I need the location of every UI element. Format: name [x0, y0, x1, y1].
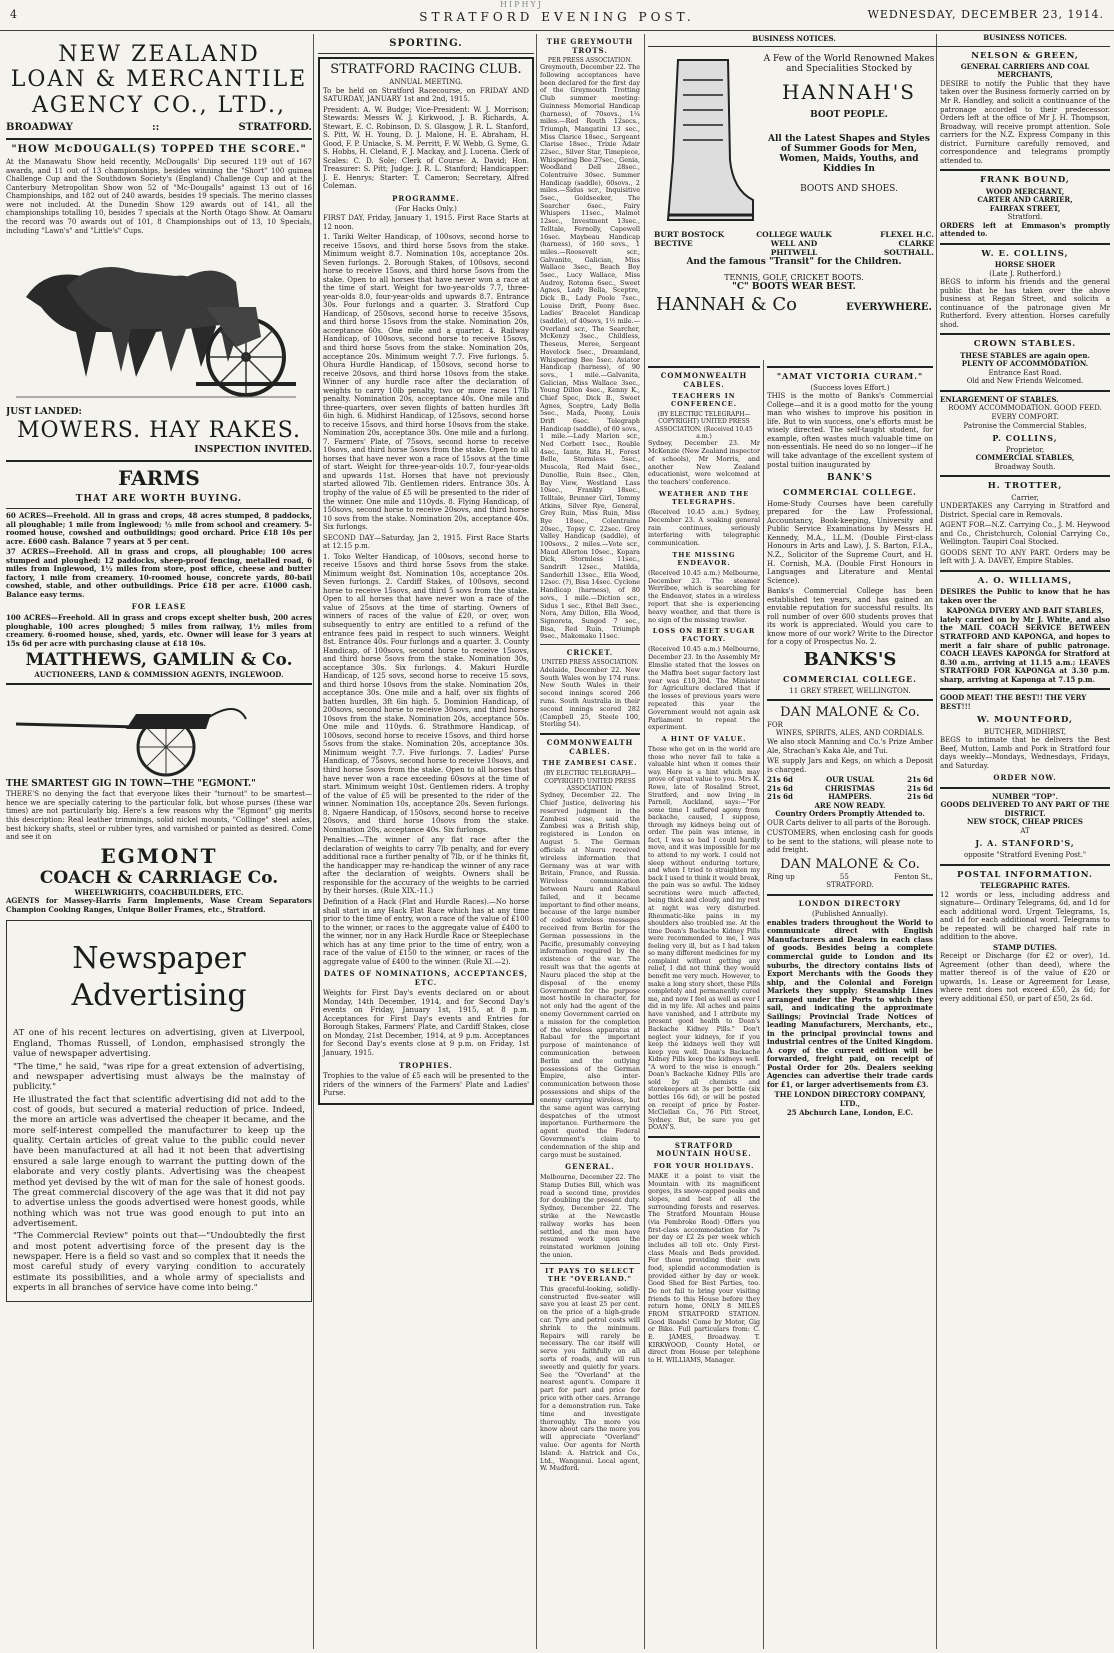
stratford-label: STRATFORD. — [826, 881, 874, 890]
programme-heading: PROGRAMME. — [392, 193, 460, 203]
kaponga-body: lately carried on by Mr J. White, and also the MAIL COACH SERVICE BETWEEN STRATFORD AND KAPONGA, and hopes to merit a fair share of public patronage. COACH LEAVES KAPONGA for Stratford at 8.30 a.m., arriving at 11.15 a.m.; LEAVES STRATFORD FOR KAPONGA at 3.30 p.m. sharp, arriving at Kaponga at 7.15 p.m. — [940, 614, 1110, 684]
kaponga-stables: KAPONGA DIVERY AND BAIT STABLES, — [946, 606, 1104, 616]
nz-title-line-2: LOAN & MERCANTILE — [10, 67, 308, 93]
proprietor: Proprietor, — [1005, 445, 1045, 454]
src-officials: President: A. W. Budge; Vice-President: W. J. Morrison; Stewards: Messrs W. J. Kirkwood, J. B. Richards, A. Stewart, E. C. Robinson, D. S. Glasgow, J. R. L. Stanford, S. Pitt, W. H. Young, D. J. Malone, H. E. Abraham, H. Good, F. P. Uniacke, S. M. Perritt, F. W. Webb, G. Syme, G. S. Hobbs, H. Cleland, F. J. Mackay, and J. Lucena. Clerk of Scales: C. D. Sole; Clerk of Course: A. David; Hon. Treasurer: S. Pitt; Judge: J. R. L. Stanford; Handicapper: J. E. Henrys; Starter: T. Cameron; Secretary, Alfred Coleman. — [323, 105, 529, 191]
zambesi-body: Sydney, December 22. The Chief Justice, delivering his reserved judgment in the Zambesi case, said the Zambesi was a British ship, registered in London on August 5. The German officials at Nauru received wireless information that Germany was at war with Britain, France, and Russia. Wireless communication between Nauru and Rabaul failed, and it became important to find other means, because of the large number of coded wireless messages received from Berlin for the German possessions in the Pacific, presumably conveying information required by the existence of the war. The result was that the agents at Nauru placed the ship at the disposal of the enemy Government for the purpose most hostile in character, for not only had the agent of the enemy Government carried on a mission for the completion of the wireless apparatus at Rabaul for the important purpose of maintenance of communication between Berlin and the outlying possessions of the German Empire, also inter-communication between those possessions and ships of the enemy carrying wireless, but the same agent was carrying despatches of the utmost importance. Furthermore the agent quoted the Federal Government's claim to condemnation of the ship and cargo must be sustained. — [540, 791, 640, 1159]
banks-address: 11 GREY STREET, WELLINGTON. — [789, 686, 911, 695]
jars-line: WE supply Jars and Kegs, on which a Deposit is charged. — [767, 757, 933, 774]
src-intro: To be held on Stratford Racecourse, on FRIDAY AND SATURDAY, JANUARY 1st and 2nd, 1915. — [323, 86, 529, 104]
column-3 — [540, 34, 640, 1649]
column-rule — [763, 360, 764, 1649]
divider — [940, 243, 1110, 245]
matthews-gamlin-title: MATTHEWS, GAMLIN & Co. — [25, 650, 293, 671]
egmont-coach-title: COACH & CARRIAGE Co. — [39, 867, 279, 888]
divider — [940, 864, 1110, 866]
src-subheading: ANNUAL MEETING. — [389, 78, 463, 87]
fairfax-street: FAIRFAX STREET, — [989, 203, 1061, 213]
column-4b — [767, 362, 933, 1649]
first-day-races: 1. Tariki Welter Handicap, of 100sovs, second horse to receive 15sovs, and third horse 5sovs from the stake. Minimum weight 8.7. Nomination 10s, acceptance 20s. Seven furlongs. 2. Borough Stakes, of 100sovs, second horse to receive 15sovs, and third horse 5sovs from the stake. Open to all horses that have never won a race at the time of start. Weight for two-year-olds 7.7, three-year-olds 8.0, four-year-olds and upwards 8.7. Entrance 30s. Four furlongs and a quarter. 3. Stratford Cup Handicap, of 250sovs, second horse to receive 35sovs, and third horse 15sovs from the stake. Nomination 20s, acceptance 60s. One mile and a quarter. 4. Railway Handicap, of 100sovs, second horse to receive 15sovs, and third horse 5sovs from the stake. Nomination 20s, acceptance 20s. Minimum weight 7.7. Five furlongs. 5. Ohura Hurdle Handicap, of 150sovs, second horse to receive 20sovs, and third horse 10sovs from the stake. Winner of any hurdle race after the declaration of weights to carry 10lb penalty, two or more races 17lb penalty. Nomination 20s, acceptance 40s. One mile and three-quarters, over seven flights of batten hurdles 3ft 6in high. 6. Midhirst Handicap, of 125sovs, second horse to receive 15sovs, and third horse 10sovs from the stake. Nomination 20s, acceptance 30s. One mile and a furlong. 7. Farmers' Plate, of 75sovs, second horse to receive 10sovs, and third horse 5sovs from the stake. Open to all horses that have never won a race of 15sovs at the time of start. Weight for three-year-olds 10.7, four-year-olds and upwards 11st. Horses that have not previously started allowed 7lb. Gentlemen riders. Entrance 30s. A trophy of the value of £5 will be presented to the rider of the winner. One mile and 110yds. 8. Flying Handicap, of 150sovs, second horse to receive 20sovs, and third horse 10 sovs from the stake. Nomination 20s, acceptance 40s. Six furlongs. — [323, 233, 529, 532]
new-stock: NEW STOCK, CHEAP PRICES — [967, 817, 1083, 827]
order-now: ORDER NOW. — [993, 773, 1057, 783]
egmont-subtitle: WHEELWRIGHTS, COACHBUILDERS, ETC. — [74, 887, 244, 897]
horse-mower-illustration — [6, 237, 306, 407]
hint-body: Those who get on in the world are those who never fail to take a valuable hint when it comes their way. Here is a hint which may prove of great value to you. Mrs K. Rowe, late of Rosalind Street, Stratford, and now living in Parnell, Auckland, says:—"For some time I suffered agony from backache, caused, I suppose, through my kidneys being out of order. The pain was intense, in fact, I was so bad I could hardly move, and it was impossible for me to attend to my work. I could not sleep without enduring torture, and when I tried to straighten my back I used to think it would break, the pain was so awful. The kidney secretions were much affected, being thick and cloudy, and my rest at night was very disturbed. Rheumatic-like pains in my shoulders also troubled me. At the time Doan's Backache Kidney Pills were recommended to me, I was feeling very ill, but as I had taken so many different medicines for my complaint without getting any relief, I did not think they would benefit me very much. However, to make a long story short, these Pills completely and permanently cured me, and now I feel as well as ever I did in my life. All aches and pains have vanished, and I attribute my present good health to Doan's Backache Kidney Pills." Don't neglect your kidneys, for if you keep the kidneys well they will keep you well. Doan's Backache Kidney Pills keep the kidneys well. "A word to the wise is enough." Doan's Backache Kidney Pills are sold by all chemists and storekeepers at 3s per bottle (six bottles 16s 6d), or will be posted on receipt of price by Foster-McClellan Co., 76 Pitt Street, Sydney. But, be sure you get DOAN'S. — [648, 746, 760, 1132]
adv-paragraph-4: "The Commercial Review" points out that—"Undoubtedly the first and most potent advertising force of the present day is the newspaper. Here is a field so vast and so complex that it needs the most careful study of every varying condition to accurately estimate its possibilities, and a whole army of specialists and experts in all branches of service have come into being." — [13, 1231, 305, 1294]
farms-title: FARMS — [118, 465, 200, 490]
divider — [648, 366, 760, 368]
transit-line: And the famous "Transit" for the Children. — [686, 257, 902, 267]
london-directory-heading: LONDON DIRECTORY — [798, 898, 902, 908]
src-heading: STRATFORD RACING CLUB. — [330, 62, 522, 78]
stanfords: J. A. STANFORD'S, — [975, 838, 1075, 849]
mountain-house-body: MAKE it a point to visit the Mountain with its magnificent gorges, its snow-capped peaks and slopes, and best of all the surrounding forests and reserves. The Stratford Mountain House (via Pembroke Road) Offers you first-class accommodation for 7s per day or £2 2s per week which includes all toll etc. Only First-class Meals and Beds provided. For those providing their own food, splendid accommodation is provided either by day or week. Good Shed for Best Parties, too. Do not fail to bring your visiting friends to this House before they return home, ONLY 8 MILES FROM STRATFORD STATION. Good Roads! Come by Motor, Gig or Bike. Full particulars from: C. E. JAMES, Broadway. T. KIRKWOOD, County Hotel, or direct from House per telephone to H. WILLIAMS, Manager. — [648, 1172, 760, 1364]
egmont-agents: AGENTS for Massey-Harris Farm Implements, Wase Cream Separators Champion Cooking Ranges, Unique Boiler Frames, etc., Stratford. — [6, 896, 312, 914]
beet-body: (Received 10.45 a.m.) Melbourne, December 23. In the Assembly Mr Elmslie stated that the losses on the Maffra beet sugar factory last year was £10,304. The Minister for Agriculture declared that if the losses of previous years were repeated this year the Government would not again ask Parliament to repeat the experiment. — [648, 645, 760, 732]
hannahs-boots: BOOTS AND SHOES. — [800, 184, 898, 194]
divider — [540, 733, 640, 735]
sporting-heading: SPORTING. — [389, 38, 463, 49]
farms-subtitle: THAT ARE WORTH BUYING. — [75, 494, 243, 505]
goods-sent: GOODS SENT TO ANY PART. Orders may be left with J. A. DAVEY, Empire Stables. — [940, 548, 1110, 566]
trotter-agent: AGENT FOR—N.Z. Carrying Co., J. M. Heywood and Co., Christchurch, Colonial Carrying Co., Wellington. Taupiri Coal Stocked. — [940, 521, 1110, 547]
country-orders: Country Orders Promptly Attended to. — [775, 809, 925, 819]
commercial-stables: COMMERCIAL STABLES, — [975, 453, 1075, 463]
stamp-body: Receipt or Discharge (for £2 or over), 1d. Agreement (other than deed), where the matter thereof is of the value of £20 or upwards, 1s. Lease or Agreement for Lease, where rent does not exceed £50, 2s 6d; for every additional £50, or part of £50, 2s 6d. — [940, 952, 1110, 1003]
cricket-body: Adelaide, December 22. New South Wales won by 174 runs. New South Wales in their second innings scored 266 runs. South Australia in their second innings scored 282 (Campbell 25, Steele 100, Sterling 54). — [540, 665, 640, 729]
press-association: PER PRESS ASSOCIATION. — [547, 57, 633, 65]
newspaper-advertising-box — [6, 920, 312, 1302]
boot-illustration — [648, 50, 758, 230]
farm-listing-3: 100 ACRES—Freehold. All in grass and crops except shelter bush, 200 acres ploughable, 100 acres ploughed; 5 miles from railway, 1½ miles from creamery. 6-roomed house, shed, yards, etc. Owner will lease for 3 years at 15s 6d per acre with purchasing clause at £18 10s. — [6, 613, 312, 648]
inspection-invited: INSPECTION INVITED. — [194, 444, 312, 455]
telegraphic-body: 12 words or less, including address and signature— Ordinary Telegrams, 6d, and 1d for each additional word. Urgent Telegrams, 1s, and 1d for each additional word. Telegrams to be repeated will be charged half rate in addition to the above. — [940, 890, 1110, 942]
nz-address-right: STRATFORD. — [238, 121, 312, 133]
penalties: Penalties.—The winner of any flat race after the declaration of weights to carry 7lb penalty, and for every additional race a further penalty of 7lb, or if he thinks fit, the handicapper may re-handicap the winner of any race after the declaration of weights. Owners shall be responsible for the accuracy of the weights to be carried by their horses. (Rule XIX.-11.) — [323, 836, 529, 896]
column-rule — [536, 34, 537, 1649]
zambesi-source: (BY ELECTRIC TELEGRAPH—COPYRIGHT) UNITED PRESS ASSOCIATION. — [543, 770, 637, 792]
ring-row — [767, 873, 933, 882]
dan-malone-title-2: DAN MALONE & Co. — [780, 856, 920, 872]
trophies-heading: TROPHIES. — [399, 1060, 453, 1070]
hampers-label: OUR USUAL CHRISTMAS HAMPERS. — [825, 775, 875, 802]
cricket-heading: CRICKET. — [566, 647, 614, 657]
number-top: NUMBER "TOP". — [991, 791, 1059, 801]
hannahs-text — [758, 50, 940, 230]
collins-name: W. E. COLLINS, — [981, 248, 1069, 259]
divider — [767, 366, 933, 368]
a-williams-body: DESIRES the Public to know that he has taken over the — [940, 587, 1110, 605]
divider — [648, 1136, 760, 1138]
adv-paragraph-3: He illustrated the fact that scientific advertising did not add to the cost of goods, but secured a material reduction of price. Indeed, the more an article was advertised the cheaper it became, and the more self-interest compelled the manufacturer to keep up the quality. Certain articles of great value to the public could never have been manufactured at all had it not been that advertising ensured a sale large enough to warrant the putting down of the elaborate and very costly plants. Advertising was the cheapest method yet devised by the wit of man for the sale of honest goods. The great commercial discovery of the age was that it did not pay to advertise unless the goods advertised were honest goods, while nothing which was not true was good enough to put into an advertisement. — [13, 1094, 305, 1229]
collins-body: BEGS to inform his friends and the general public that he has taken over the above business at Regan Street, and solicits a continuance of the patronage given Mr Rutherford. Every attention. Horses carefully shod. — [940, 278, 1110, 329]
c-boots-line: "C" BOOTS WEAR BEST. — [732, 282, 856, 292]
telegraphic-rates: TELEGRAPHIC RATES. — [980, 881, 1070, 891]
cables-heading: COMMONWEALTH CABLES. — [660, 371, 748, 389]
divider — [767, 699, 933, 701]
brands-a: BURT BOSTOCK BECTIVE — [654, 230, 725, 248]
hannahs-top — [648, 50, 940, 230]
hacks-only: (For Hacks Only.) — [395, 205, 457, 214]
for-label: FOR — [767, 720, 783, 729]
business-notices-heading-right: BUSINESS NOTICES. — [983, 34, 1067, 42]
fairfax-town: Stratford. — [1007, 213, 1043, 222]
brands-row — [648, 230, 940, 257]
ready-line: ARE NOW READY. — [814, 800, 886, 810]
teachers-source: (BY ELECTRIC TELEGRAPH—COPYRIGHT) UNITED PRESS ASSOCIATION. (Received 10.45 a.m.) — [655, 410, 753, 440]
amat-heading: "AMAT VICTORIA CURAM." — [776, 371, 924, 381]
at-label: AT — [1020, 826, 1030, 835]
hack-definition: Definition of a Hack (Flat and Hurdle Races).—No horse shall start in any Hack Flat Race which has at any time prior to the time of entry, won a race of the value of £100 to the winner, or races to the aggregate value of £400 to the winner, nor in any Hack Hurdle Race or Steeplechase which has at any time prior to the time of entry, won a race of the value of £150 to the winner, or races of the aggregate value of £400 to the winner. (Rule XI.—2). — [323, 897, 529, 966]
mcdougall-body: At the Manawatu Show held recently, McDougalls' Dip secured 119 out of 167 awards, and 11 out of 13 championships, besides winning the "Short" 100 guinea Challenge Cup and the Southdown Society's (England) Challenge Cup and at the Canterbury Metropolitan Show won 52 of "Mc-Dougalls" against 13 out of 16 Championships, and 182 out of 240 awards, besides 19 specials. The merino classes were not included. At the Dunedin Show 129 awards out of 141, all the championships totalling 10, besides 7 specials at the North Otago Show. At Oamaru the record was 70 awards out of 101, 8 Championships out of 13, 10 Specials, including "Lawn's" and "Little's" Cups. — [6, 158, 312, 235]
newspaper-title: STRATFORD EVENING POST. — [419, 10, 695, 24]
divider — [6, 138, 312, 140]
divider — [6, 508, 312, 509]
stock-line: We also stock Manning and Co.'s Prize Amber Ale, Strachan's Kaka Ale, and Tui. — [767, 737, 933, 755]
wood-merchant: WOOD MERCHANT, — [985, 186, 1065, 196]
trotter-name: H. TROTTER, — [987, 481, 1063, 492]
hampers-prices-left: 21s 6d 21s 6d 21s 6d — [767, 775, 793, 802]
teachers-body: Sydney, December 23. Mr McKenzie (New Zealand inspector of schools), Mr Morris, and another New Zealand educationist, were welcomed at the teachers' conference. — [648, 439, 760, 487]
london-directory-address: 25 Abchurch Lane, London, E.C. — [786, 1107, 914, 1117]
farm-listing-2: 37 ACRES—Freehold. All in grass and crops, all ploughable; 100 acres stumped and ploughed; 12 paddocks, sheep-proof fencing, metalled road, 6 miles from Inglewood, 1½ miles from store, post office, cheese and butter factory, 1 mile from creamery. 10-roomed house, concrete yards, 80-bail cowshed, stable, and other outbuildings. Price £18 per acre. £1000 cash. Balance easy terms. — [6, 547, 312, 599]
nz-address-mid: :: — [151, 121, 160, 133]
trotter-carrier: Carrier, — [1011, 493, 1039, 502]
divider — [940, 46, 1110, 47]
divider — [540, 1263, 640, 1264]
missing-heading: THE MISSING ENDEAVOR. — [672, 550, 736, 567]
stratford-racing-club-ad — [318, 57, 534, 1104]
zambesi-heading: THE ZAMBESI CASE. — [542, 759, 638, 768]
good-meat: GOOD MEAT! THE BEST!! THE VERY BEST!!! — [940, 693, 1087, 711]
egmont-body: THERE'S no denying the fact that everyone likes their "turnout" to be smartest—hence we are specially catering to the particular folk, but whose purses (these war times) are not particularly big. Here's a few reasons why the "Egmont" gig merits this description: Real leather trimmings, solid nickel mounts, "Collinge" steel axles, best hickory shafts, steel or rubber tyres, and varnished or painted as desired. Come and see it on — [6, 790, 312, 842]
greymouth-body: Greymouth, December 22. The following acceptances have been declared for the first day of the Greymouth Trotting Club summer meeting: Guinness Memorial Handicap (harness), of 70sovs., 1¼ miles.—Red Routh 12secs., Triumph, Mangatini 13 sec., Miss Clarice 18sec., Sergeant Clarise 18sec., Trixie Adair 22sec., Silver Star, Timepiece, Whispering Bee 27sec., Genia, Woodland Dell 28sec., Colentraive 30sec. Summer Handicap (saddle), 60sovs., 2 miles.—Sidus scr., Inquisitive 5sec., Goldseeker, The Searcher 6sec., Fairy Whispers 11sec., Malmot 12sec., Investment 13sec., Telltale, Fernolly, Capewell 16sec. Maybeau Handicap (harness), of 160 sovs., 1 miles.—Roosevelt scr., Galvanite, Galician, Miss Wallace 3sec., Beach Boy 5sec., Lucy Wallace, Miss Audrey, Rotoma 6sec., Sweet Agnes, Lady Bella, Sceptre, Dick B., Lady Poole 7sec., Louise Drift, Peony 8sec. Ladies' Bracelet Handicap (saddle), of 40sovs, 1½ mile.—Overland scr., The Searcher, McKenzy 3sec., Childless, Theseus, Meree, Sergeant Havelock 5sec., Dreamland, Whispering Bee 5sec. Aviator Handicap (harness), of 90 sovs., 1 mile.—Galvanita, Galician, Miss Wallace 3sec., Young Dillon 4sec., Kenny K., Chief Spec, Dick B., Sweet Agnes, Sceptre, Lady Bella 5sec., Mada, Peony, Louis Drift 6sec. Telegraph Handicap (saddle), of 60 sovs., 1 mile.—Lady Marion scr., Ned Corbett 1sec., Rouble 4sec., Iante, Rita H., Forest Belle, Stormless 5sec., Muscola, Red Maid 6sec., Dunollie, Ruin 8sec., Glen, Bay View, Westland Lass 10sec., Frankly 18sec., Telltale, Brunner Girl, Tommy Atkins, Silver Rye, General, Grey Ruin, Miss Ruin, Miss Rye 18sec., Colentraine 20sec., Topsy C. 22sec. Grey Valley Handicap (saddle), of 100sovs., 2 miles.—Vote scr., Maud Allerton 10sec., Kopara Dick, Stormless 11sec., Sandrift 12sec., Matilda, Sanderhill 13sec., Ella Wood, 12sec. (?), Bisa 14sec. Cyclone Handicap (harness), of 80 sovs., 1 mile.—Diction scr., Sidus 1 sec., Ethel Bell 3sec., Nora, Amy Dillon, Ella Wood, Signoreta, Sungod 7 sec., Bisa, Red Ruin, Triumph 9sec., Makomako 11sec. — [540, 63, 640, 641]
horse-shoer: HORSE SHOER — [994, 260, 1056, 270]
second-day-races: 1. Toko Welter Handicap, of 100sovs, second horse to receive 15sovs and third horse 5sovs from the stake. Minimum weight 8st. Nomination 10s, acceptance 20s. Seven furlongs. 2. Cardiff Stakes, of 100sovs, second horse to receive 15sovs, and third 5 sovs from the stake. Open to all horses that have never won a race of the value of 25sovs at the time of starting. Owners of winners of races of the value of £20, or over, won subsequently to entry are entitled to a refund of the entrance fees paid in respect to such winners. Weight 8st. Entrance 40s. Four furlongs and a quarter. 3. County Handicap, of 100sovs, second horse to receive 15sovs, and third horse 5sovs from the stake. Nomination 30s, acceptance 30s. Six furlongs. 4. Makuri Hurdle Handicap, of 125 sovs, second horse to receive 15 sovs, and third horse 10sovs from the stake. Nomination 20s, acceptance 30s. One mile and a half, over six flights of batten hurdles, 3ft 6in high. 5. Dominion Handicap, of 200sovs, second horse to receive 30sovs, and third horse 10sovs from the stake. Nomination 20s, acceptance 50s. One mile and 110yds. 6. Strathmore Handicap, of 100sovs, second horse to receive 15sovs, and third horse 5sovs from the stake. Nomination 20s, acceptance 30s. Minimum weight 7.7. Five furlongs. 7. Ladies' Purse Handicap, of 75sovs, second horse to receive 10sovs, and third horse 5sovs from the stake. Open to all horses that have never won a race exceeding 60sovs at the time of start. Minimum weight 10st. Gentlemen riders. A trophy of the value of £5 will be presented to the rider of the winner. Nomination 10s, acceptance 20s. Seven furlongs. 8. Ngaere Handicap, of 150sovs, second horse to receive 20sovs, and third horse 10sovs from the stake. Nomination 20s, acceptance 40s. Six furlongs. — [323, 552, 529, 834]
london-directory-body: enables traders throughout the World to communicate direct with English Manufacturers and Dealers in each class of goods. Besides being a complete commercial guide to London and its suburbs, the directory contains lists of Export Merchants with the Goods they ship, and the Colonial and Foreign Markets they supply; Steamship Lines arranged under the Ports to which they sail, and indicating the approximate Sailings; Provincial Trade Notices of leading Manufacturers, Merchants, etc., in the principal provincial towns and industrial centres of the United Kingdom. A copy of the current edition will be forwarded, freight paid, on receipt of Postal Order for 20s. Dealers seeking Agencies can advertise their trade cards for £1, or larger advertisements from £3. — [767, 917, 933, 1089]
london-directory-company: THE LONDON DIRECTORY COMPANY, LTD., — [774, 1090, 926, 1109]
missing-body: (Received 10.45 a.m.) Melbourne, December 23. The steamer Werribee, which is searching for the Endeavor, states in a wireless report that she is experiencing heavy weather, and that there is no sign of the missing trawler. — [648, 568, 760, 624]
column-2 — [318, 34, 534, 1649]
wines-label: WINES, SPIRITS, ALES, AND CORDIALS. — [775, 729, 925, 738]
issue-date: WEDNESDAY, DECEMBER 23, 1914. — [867, 8, 1104, 21]
trotter-body: UNDERTAKES any Carrying in Stratford and District. Special care in Removals. — [940, 502, 1110, 519]
divider — [540, 644, 640, 645]
mowers-heading: MOWERS. HAY RAKES. — [17, 418, 301, 444]
weather-body: (Received 10.45 a.m.) Sydney, December 23. A soaking general rain continues, seriously interfering with telegraphic communication. — [648, 507, 760, 548]
enlargement-heading: ENLARGEMENT OF STABLES. — [940, 394, 1059, 404]
ring-number: 55 — [839, 872, 849, 881]
hannahs-name: HANNAH'S — [782, 80, 916, 104]
hannahs-styles: All the Latest Shapes and Styles of Summer Goods for Men, Women, Maids, Youths, and Kiddies In — [768, 134, 930, 174]
adv-paragraph-2: "The time," he said, "was ripe for a great extension of advertising, and newspaper advertising must always be the mainstay of publicity." — [13, 1061, 305, 1093]
old-new-friends: Old and New Friends Welcomed. — [966, 377, 1084, 386]
united-press: UNITED PRESS ASSOCIATION. — [541, 659, 639, 667]
opposite-line: opposite "Stratford Evening Post." — [963, 851, 1087, 860]
overland-body: This graceful-looking, solidly-constructed five-seater will save you at least 25 per cent. on the price of a high-grade car. Tyre and petrol costs will shrink to the minimum. Repairs will rarely be necessary. The car itself will serve you faithfully on all sorts of roads, and will run sweetly and quietly for years. See the "Overland" at the nearest agent's. Compare it part for part and price for price with other cars. Arrange for a demonstration run. Take time and investigate thoroughly. The more you know about cars the more you will appreciate "Overland" value. Our agents for North Island: A. Hatrick and Co., Ltd., Wanganui. Local agent, W. Mudford. — [540, 1284, 640, 1473]
frank-bound: FRANK BOUND, — [980, 175, 1070, 186]
fenton-street: Fenton St., — [894, 872, 933, 881]
egmont-title: EGMONT — [100, 843, 218, 868]
customers-line: CUSTOMERS, when enclosing cash for goods to be sent to the stations, will please note to add freight. — [767, 829, 933, 855]
divider — [940, 787, 1110, 789]
faint-header-mark: HIPHYJ — [500, 0, 543, 9]
brands-b: COLLEGE WAULK WELL AND PHITWELL — [756, 230, 832, 257]
brands-c: FLEXEL H.C. CLARKE SOUTHALL. — [880, 230, 934, 257]
column-rule — [644, 34, 645, 1649]
hannah-co: HANNAH & Co — [656, 294, 797, 315]
business-notices-heading: BUSINESS NOTICES. — [752, 34, 836, 43]
nelson-green: NELSON & GREEN, — [971, 50, 1079, 61]
general-heading: GENERAL. — [565, 1162, 615, 1172]
mountain-house-heading: STRATFORD MOUNTAIN HOUSE. — [656, 1140, 752, 1159]
ring-label: Ring up — [767, 872, 795, 881]
late-rutherford: (Late J. Rutherford.) — [989, 269, 1061, 278]
matthews-gamlin-subtitle: AUCTIONEERS, LAND & COMMISSION AGENTS, INGLEWOOD. — [34, 669, 284, 679]
entrance-road: Entrance East Road. — [988, 368, 1062, 377]
divider — [648, 46, 940, 47]
mcdougall-heading: "HOW McDOUGALL(S) TOPPED THE SCORE." — [11, 144, 307, 156]
hint-heading: A HINT OF VALUE. — [661, 735, 747, 744]
carts-line: OUR Carts deliver to all parts of the Borough. — [767, 818, 931, 827]
butcher-midhirst: BUTCHER, MIDHIRST, — [983, 727, 1067, 736]
advertising-heading: Advertising — [71, 977, 247, 1013]
divider — [940, 390, 1110, 392]
crown-stables: CROWN STABLES. — [973, 339, 1077, 350]
hannahs-few: A Few of the World Renowned Makes and Specialities Stocked by — [763, 54, 935, 74]
home-study: Home-Study Courses have been carefully prepared for the Law Professional, Accountancy, Book-keeping, University and Public Service Examinations by Messrs H. Kennedy, M.A., LL.M. (Double First-class Honours in Arts and Law), J. S. Barton, F.I.A., N.Z., Solicitor of the Supreme Court, and H. H. Cornish, M.A. (Double First Honours in Languages and Literature and Mental Science). — [767, 499, 933, 585]
divider — [767, 894, 933, 896]
smartest-gig-heading: THE SMARTEST GIG IN TOWN—THE "EGMONT." — [6, 779, 256, 790]
column-1 — [6, 34, 312, 1649]
general-body: Melbourne, December 22. The Stamp Duties Bill, which was read a second time, provides for doubling the present duty. Sydney, December 22. The strike at the Newcastle railway works has been settled, and the men have resumed work upon the reinstated workmen joining the union. — [540, 1172, 640, 1260]
dan-malone-title: DAN MALONE & Co. — [780, 705, 920, 721]
divider — [940, 688, 1110, 690]
newspaper-heading: Newspaper — [72, 941, 246, 977]
nz-title-line-3: AGENCY CO., LTD., — [31, 92, 286, 118]
divider — [6, 460, 312, 462]
holidays-heading: FOR YOUR HOLIDAYS. — [653, 1161, 755, 1170]
banks-college: COMMERCIAL COLLEGE. — [783, 487, 917, 498]
hannahs-root: BOOT PEOPLE. — [810, 110, 888, 120]
stamp-duties: STAMP DUTIES. — [993, 942, 1057, 952]
divider — [940, 333, 1110, 335]
annual-label: (Published Annually). — [812, 910, 888, 919]
for-lease-heading: FOR LEASE — [131, 602, 187, 612]
plenty-accommodation: PLENTY OF ACCOMMODATION. — [961, 359, 1089, 369]
nz-address-left: BROADWAY — [6, 121, 73, 133]
masthead — [0, 0, 1114, 31]
commonwealth-cables-heading: COMMONWEALTH CABLES. — [546, 738, 634, 756]
p-collins: P. COLLINS, — [992, 433, 1058, 444]
tennis-line: TENNIS, GOLF, CRICKET BOOTS. — [724, 273, 864, 282]
hampers-prices-right: 21s 6d 21s 6d 21s 6d — [907, 775, 933, 802]
general-carriers: GENERAL CARRIERS AND COAL MERCHANTS, — [960, 61, 1090, 80]
gig-illustration — [6, 689, 306, 779]
nz-title-line-1: NEW ZEALAND — [58, 42, 260, 67]
postal-information: POSTAL INFORMATION. — [956, 869, 1093, 880]
just-landed: JUST LANDED: — [6, 407, 82, 418]
banks-name: BANK'S — [827, 473, 873, 484]
hannahs-advertisement — [648, 34, 940, 358]
divider — [6, 683, 312, 685]
divider — [940, 169, 1110, 171]
weather-heading: WEATHER AND THE TELEGRAPHS. — [658, 490, 750, 506]
divider — [940, 570, 1110, 572]
orders-line: ORDERS left at Emmason's promptly attended to. — [940, 220, 1110, 239]
amat-body: THIS is the motto of Banks's Commercial College—and it is a good motto for the young man who wishes to improve his position in life. But to win success, one's efforts must be wisely directed. The self-taught student, for example, often wastes much valuable time on non-essentials. He need do so no longer—if he will take advantage of the excellent system of postal tuition inaugurated by — [767, 392, 933, 469]
everywhere: EVERYWHERE. — [846, 302, 932, 313]
broadway-south: Broadway South. — [994, 462, 1056, 471]
mountford-body: BEGS to intimate that he delivers the Best Beef, Mutton, Lamb and Pork in Stratford four days weekly—Mondays, Wednesdays, Fridays, and Saturday. — [940, 736, 1110, 770]
farm-listing-1: 60 ACRES—Freehold. All in grass and crops, 48 acres stumped, 8 paddocks, all ploughable; 1 mile from Inglewood; ½ mile from school and creamery. 5-roomed house, cowshed and outbuildings; good orchard. Price £18 10s per acre. £600 cash. Balance 7 years at 5 per cent. — [6, 511, 312, 546]
adv-paragraph-1: AT one of his recent lectures on advertising, given at Liverpool, England, Thomas Russell, of London, emphasised strongly the value of newspaper advertising. — [13, 1028, 305, 1060]
carter-carrier: CARTER AND CARRIER, — [977, 195, 1073, 205]
hannah-footer — [648, 292, 940, 317]
roomy-accommodation: ROOMY ACCOMMODATION. GOOD FEED. EVERY COMFORT. — [948, 404, 1102, 421]
goods-delivered: GOODS DELIVERED TO ANY PART OF THE DISTRICT. — [940, 800, 1110, 818]
overland-heading: IT PAYS TO SELECT THE "OVERLAND." — [545, 1266, 635, 1283]
banks-name-large: BANKS'S — [803, 648, 897, 670]
trophies-body: Trophies to the value of £5 each will be presented to the riders of the winners of the Farmers' Plate and Ladies' Purse. — [323, 1072, 529, 1098]
patronise-line: Patronise the Commercial Stables, — [963, 421, 1087, 430]
divider — [318, 53, 534, 54]
mountford-name: W. MOUNTFORD, — [977, 715, 1073, 726]
nelson-body: DESIRE to notify the Public that they have taken over the Business formerly carried on by Mr R. Handley, and solicit a continuance of the patronage accorded to their predecessor. Orders left at the office of Mr J. H. Thompson, Broadway, will receive prompt attention. Sole carriers for the N.Z. Express Company in this district. Furniture carefully removed, and correspondence and telegrams promptly attended to. — [940, 79, 1110, 165]
divider — [940, 475, 1110, 477]
crown-sub: THESE STABLES are again open. — [960, 350, 1090, 360]
greymouth-heading: THE GREYMOUTH TROTS. — [546, 37, 634, 55]
nz-loan-title — [6, 42, 312, 118]
column-rule — [313, 34, 314, 1649]
page-number: 4 — [10, 8, 17, 21]
banks-body: Banks's Commercial College has been established ten years, and has gained an enviable reputation for successful results. Its roll number of over 600 students proves that its work is appreciated. Would you care to know more of our work? Write to the Director for a copy of Prospectus No. 2. — [767, 587, 933, 647]
dates-body: Weights for First Day's events declared on or about Monday, 14th December, 1914, and for Second Day's events on Friday, January 1st, 1915, at 8 p.m. Acceptances for First Day's events and Entries for Borough Stakes, Farmers' Plate, and Cardiff Stakes, close on Monday, 21st December, 1914, at 9 p.m. Acceptances for Second Day's events close at 9 p.m. on Friday, 1st January, 1915. — [323, 989, 529, 1058]
column-4 — [648, 362, 760, 1649]
column-5 — [940, 34, 1110, 1649]
success-subheading: (Success loves Effort.) — [810, 383, 890, 392]
beet-heading: LOSS ON BEET SUGAR FACTORY. — [652, 627, 756, 644]
first-day-heading: FIRST DAY, Friday, January 1, 1915. First Race Starts at 12 noon. — [323, 214, 529, 231]
dates-heading: DATES OF NOMINATIONS, ACCEPTANCES, ETC. — [323, 969, 529, 987]
banks-college-large: COMMERCIAL COLLEGE. — [783, 673, 917, 684]
nz-address — [6, 122, 312, 134]
second-day-heading: SECOND DAY—Saturday, Jan 2, 1915. First Race Starts at 12.15 p.m. — [323, 533, 529, 551]
a-williams: A. O. WILLIAMS, — [977, 575, 1073, 586]
hampers-row — [767, 776, 933, 802]
teachers-heading: TEACHERS IN CONFERENCE. — [670, 392, 738, 408]
